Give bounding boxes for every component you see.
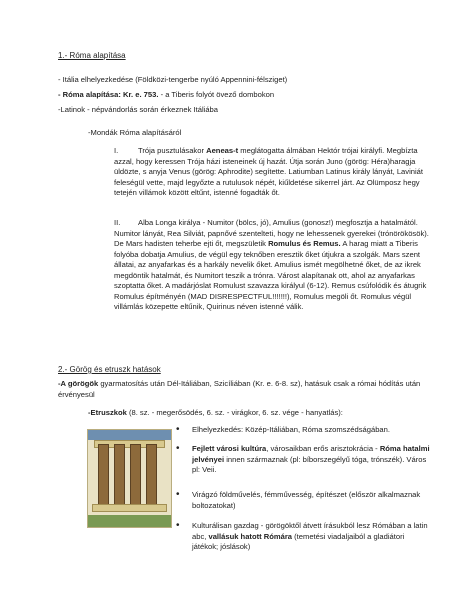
legend-i-text — [114, 146, 430, 199]
legend-ii-part-c: A harag miatt a Tiberis folyóba dobatja Amulius, de végül egy teknőben eresztik őket útjukra a szolgák. Mars szent állatai, az anyafarkas és a harkály nevelik őket. Amulius ismét megölhetné őket, de az ikrek megdöntik hatalmát, és Numitort teszik a trónra. Várost alapítanak ott, ahol az anyafarkas szoptatta őket. A madárjóslat Romulust szavazza királyul (6-12). Remus csúfolódik és átugrik Romulus építményén (MAD DISRESPECTFUL!!!!!!!), Romulus megöli őt. Romulus végül villámlás közepette eltűnik, Quirinus néven istenné válik. — [114, 239, 427, 311]
section-1-heading: 1.- Róma alapítása — [58, 51, 126, 60]
bullet-2-rest: , városaikban erős arisztokrácia - — [266, 444, 380, 453]
legend-ii-part-a: Alba Longa királya - Numitor (bölcs, jó), Amulius (gonosz!) megfosztja a hatalmától. Numitor lányát, Rea Silviát, papnővé szentelteti, hogy ne lehessenek gyerekei (trónörökösök). De Mars hadisten teherbe ejti őt, megszületik — [114, 218, 429, 248]
romulus-remus: Romulus és Remus. — [268, 239, 341, 248]
legend-ii-text — [114, 218, 430, 313]
bullet-1-marker: • — [176, 424, 180, 435]
location-line: - Itália elhelyezkedése (Földközi-tengerbe nyúló Appennini-félsziget) — [58, 75, 288, 84]
religion-influence: vallásuk hatott Rómára — [208, 531, 293, 541]
etruscans-label: -Etruszkok — [88, 408, 127, 417]
roman-insignia: Róma hatalmi jelvényei — [192, 444, 430, 464]
founding-place: - a Tiberis folyót övező dombokon — [158, 90, 275, 99]
etruscans-line — [88, 408, 343, 418]
greeks-line — [58, 379, 430, 400]
bullet-2-marker: • — [176, 443, 180, 454]
legend-i-part-a: Trója pusztulásakor — [138, 146, 207, 155]
bullet-4-part-a: Kulturálisan gazdag - görögöktől átvett írásukból lesz Rómában a latin abc, — [192, 521, 428, 541]
section-2-heading: 2.- Görög és etruszk hatások — [58, 365, 161, 374]
founding-date: - Róma alapítása: Kr. e. 753. — [58, 90, 159, 99]
bullet-4-marker: • — [176, 520, 180, 531]
aeneas-name: Aeneas-t — [206, 146, 239, 155]
etruscans-text: (8. sz. - megerősödés, 6. sz. - virágkor, 6. sz. vége - hanyatlás): — [126, 408, 343, 417]
bullet-1-text: Elhelyezkedés: Közép-Itáliában, Róma szomszédságában. — [192, 425, 390, 434]
legend-i-part-c: meglátogatta álmában Hektór trójai királyfi. Megbízta azzal, hogy keressen Trója házi isteneinek új hazát. Útja során Juno (görög: Héra)haragja üldözte, s anyja Venus (görög: Aphrodite) segítette. Latiumban Latinus király lányát, Laviniát feleségül vette, majd legyőzte a rutulusok népét, kiűldetése sikerrel járt. Az Olümposz hegy tetején villámok között eltűnt, istenné fogadták őt. — [114, 146, 423, 197]
latins-line: -Latinok - népvándorlás során érkeznek Itáliába — [58, 105, 218, 114]
greeks-text: gyarmatosítás után Dél-Itáliában, Szicíliában (Kr. e. 6-8. sz), hatásuk csak a római hódítás után érvényesül — [58, 379, 421, 399]
bullet-4-text — [192, 521, 432, 553]
bullet-3-marker: • — [176, 489, 180, 500]
bullet-2-rest2: innen származnak (pl: bíborszegélyű tóga, trónszék). Város pl: Veii. — [192, 454, 427, 474]
legends-heading: -Mondák Róma alapításáról — [88, 128, 182, 137]
bullet-4-rest: (temetési viadaljaiból a gladiátori játékok; jóslások) — [192, 531, 405, 551]
founding-line — [58, 90, 274, 100]
bullet-2-text — [192, 444, 432, 476]
urban-culture: Fejlett városi kultúra — [192, 444, 267, 453]
bullet-3-text: Virágzó földművelés, fémművesség, építészet (először alkalmaznak boltozatokat) — [192, 490, 421, 510]
legend-ii-number: II. — [114, 218, 121, 227]
greeks-label: -A görögök — [58, 379, 99, 388]
etruscan-architecture-diagram-icon — [87, 429, 172, 528]
legend-i-number: I. — [114, 146, 119, 155]
